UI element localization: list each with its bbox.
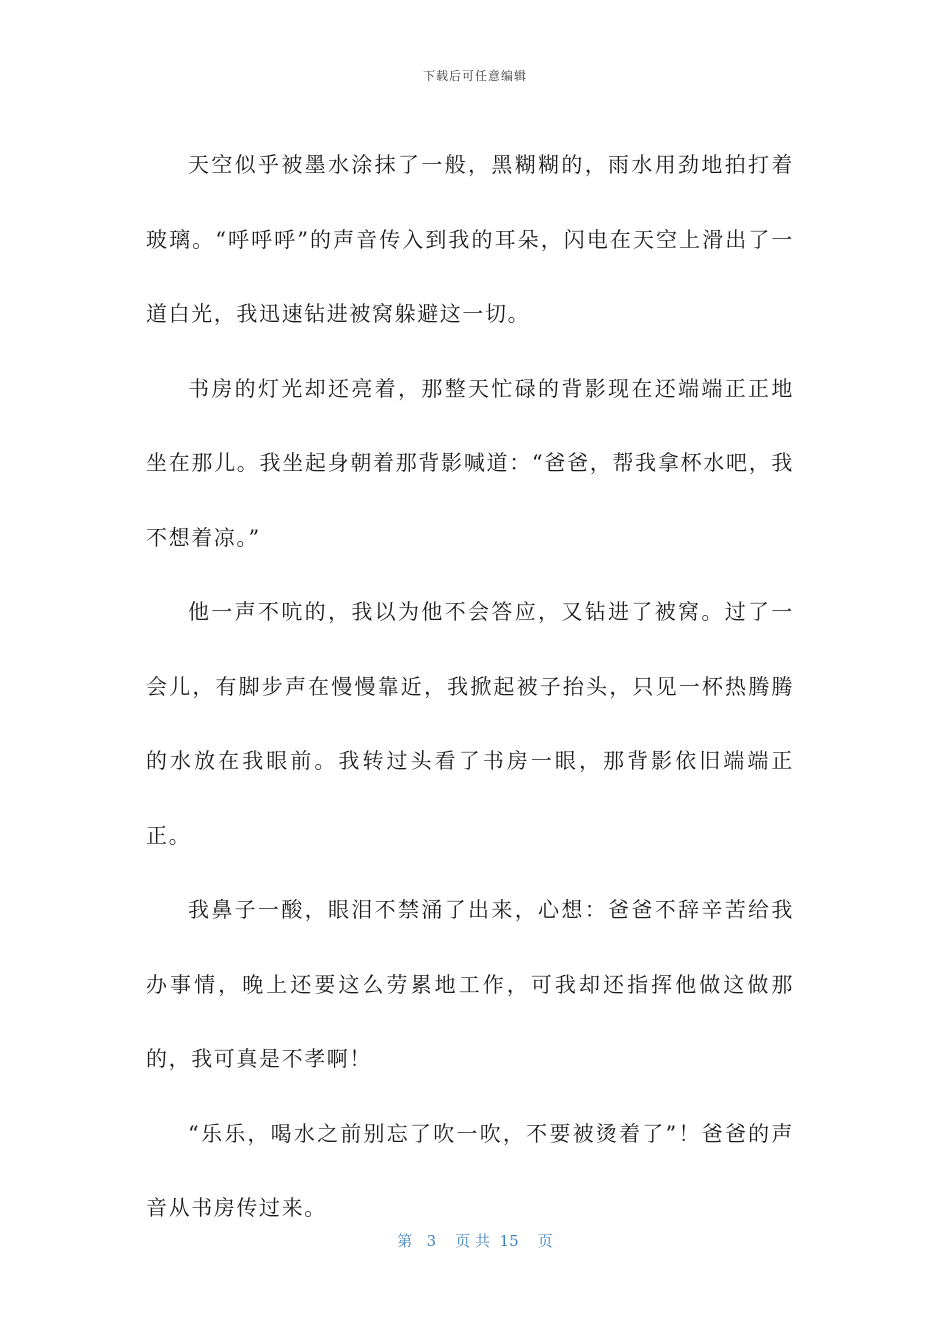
paragraph-2: 书房的灯光却还亮着，那整天忙碌的背影现在还端端正正地坐在那儿。我坐起身朝着那背影喊道：“爸爸，帮我拿杯水吧，我不想着凉。” xyxy=(146,376,794,550)
page-footer xyxy=(0,1230,950,1251)
footer-prefix: 第 xyxy=(397,1232,413,1250)
page-header: 下载后可任意编辑 xyxy=(422,69,527,83)
footer-suffix: 页 xyxy=(537,1232,553,1250)
paragraph-5: “乐乐，喝水之前别忘了吹一吹，不要被烫着了”！爸爸的声音从书房传过来。 xyxy=(146,1121,794,1220)
footer-current-page: 3 xyxy=(426,1232,437,1250)
paragraph-1: 天空似乎被墨水涂抹了一般，黑糊糊的，雨水用劲地拍打着玻璃。“呼呼呼”的声音传入到我的耳朵，闪电在天空上滑出了一道白光，我迅速钻进被窝躲避这一切。 xyxy=(146,153,794,326)
document-body xyxy=(146,128,794,1246)
paragraph-4: 我鼻子一酸，眼泪不禁涌了出来，心想：爸爸不辞辛苦给我办事情，晚上还要这么劳累地工作，可我却还指挥他做这做那的，我可真是不孝啊！ xyxy=(146,898,794,1071)
footer-total-pages: 15 xyxy=(499,1232,519,1250)
paragraph-3: 他一声不吭的，我以为他不会答应，又钻进了被窝。过了一会儿，有脚步声在慢慢靠近，我掀起被子抬头，只见一杯热腾腾的水放在我眼前。我转过头看了书房一眼，那背影依旧端端正正。 xyxy=(146,600,794,848)
footer-middle: 页 共 xyxy=(455,1232,490,1250)
